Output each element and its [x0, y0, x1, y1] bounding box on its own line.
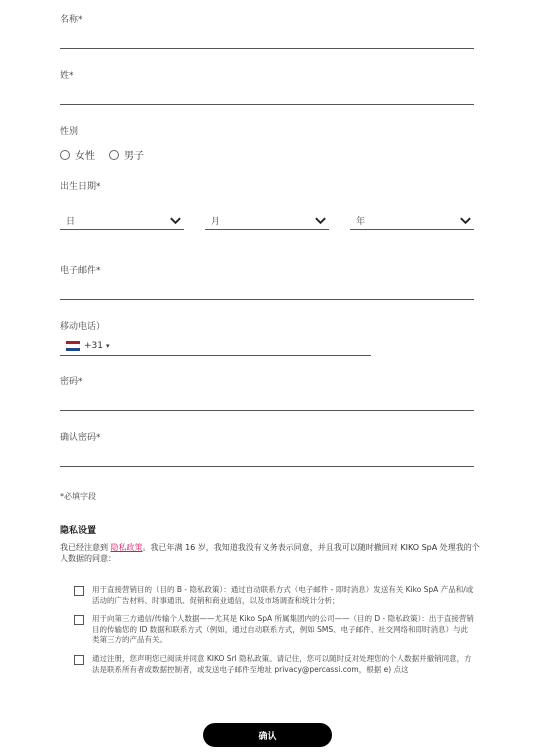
- phone-country-code[interactable]: +31: [84, 341, 103, 351]
- consent-privacy-policy-checkbox[interactable]: [74, 655, 84, 665]
- dob-day-select[interactable]: [60, 211, 184, 230]
- gender-option-female-label: 女性: [75, 151, 95, 162]
- last-name-label: 姓*: [60, 71, 74, 81]
- consent-third-party-checkbox[interactable]: [74, 615, 84, 625]
- consent-privacy-policy-text: 通过注册，您声明您已阅读并同意 KIKO Srl 隐私政策。请记住，您可以随时反对处理您的个人数据并撤销同意，方法是联系所有者或数据控制者，或发送电子邮件至地址 privacy@percassi.com，根据 e) 点这: [92, 654, 472, 674]
- privacy-intro-text-after: 。我已年满 16 岁，我知道我没有义务表示同意，并且我可以随时撤回对 KIKO SpA 处理我的个人数据的同意：: [60, 543, 480, 563]
- privacy-intro: [60, 542, 480, 564]
- privacy-intro-text-before: 我已经注意到: [60, 543, 111, 552]
- dob-month-placeholder: 月: [211, 216, 221, 227]
- chevron-down-icon: [459, 214, 472, 227]
- country-dropdown-icon[interactable]: ▾: [106, 342, 110, 350]
- gender-radio-group: [60, 147, 158, 162]
- phone-input[interactable]: [60, 337, 371, 356]
- consent-third-party-text: 用于向第三方通信/传输个人数据——尤其是 Kiko SpA 所属集团内的公司——（目的 D - 隐私政策）：出于直接营销目的传输您的 ID 数据和联系方式（例如，通过自动联系方式，例如 SMS、电子邮件、社交网络和即时消息）与此类第三方的产品有关。: [92, 614, 474, 644]
- radio-icon[interactable]: [109, 150, 119, 160]
- gender-label: 性别: [60, 127, 79, 137]
- gender-option-male[interactable]: [109, 147, 144, 162]
- consent-marketing: [74, 585, 474, 606]
- dob-day-placeholder: 日: [66, 216, 76, 227]
- netherlands-flag-icon[interactable]: [66, 341, 80, 351]
- dob-year-select[interactable]: [350, 211, 474, 230]
- gender-option-female[interactable]: [60, 147, 95, 162]
- radio-icon[interactable]: [60, 150, 70, 160]
- dob-year-placeholder: 年: [356, 216, 366, 227]
- confirm-password-input[interactable]: [60, 466, 474, 467]
- email-input[interactable]: [60, 299, 474, 300]
- confirm-password-label: 确认密码*: [60, 433, 101, 443]
- consent-third-party: [74, 614, 474, 646]
- consent-marketing-text: 用于直接营销目的（目的 B - 隐私政策）：通过自动联系方式（电子邮件 - 即时消息）发送有关 Kiko SpA 产品和/或活动的广告材料、时事通讯、促销和商业通信，以及市场调查和统计分析；: [92, 585, 474, 605]
- chevron-down-icon: [169, 214, 182, 227]
- phone-label: 移动电话）: [60, 322, 106, 332]
- first-name-label: 名称*: [60, 15, 83, 25]
- consent-marketing-checkbox[interactable]: [74, 586, 84, 596]
- privacy-settings-title: 隐私设置: [60, 526, 97, 536]
- gender-option-male-label: 男子: [124, 151, 144, 162]
- email-label: 电子邮件*: [60, 266, 101, 276]
- confirm-button[interactable]: 确认: [203, 723, 332, 747]
- required-fields-note: *必填字段: [60, 492, 96, 501]
- first-name-input[interactable]: [60, 48, 474, 49]
- dob-month-select[interactable]: [205, 211, 329, 230]
- password-label: 密码*: [60, 377, 83, 387]
- privacy-policy-link[interactable]: 隐私政策: [110, 543, 143, 552]
- password-input[interactable]: [60, 410, 474, 411]
- chevron-down-icon: [314, 214, 327, 227]
- consent-privacy-policy: [74, 654, 474, 675]
- last-name-input[interactable]: [60, 104, 474, 105]
- dob-label: 出生日期*: [60, 182, 101, 192]
